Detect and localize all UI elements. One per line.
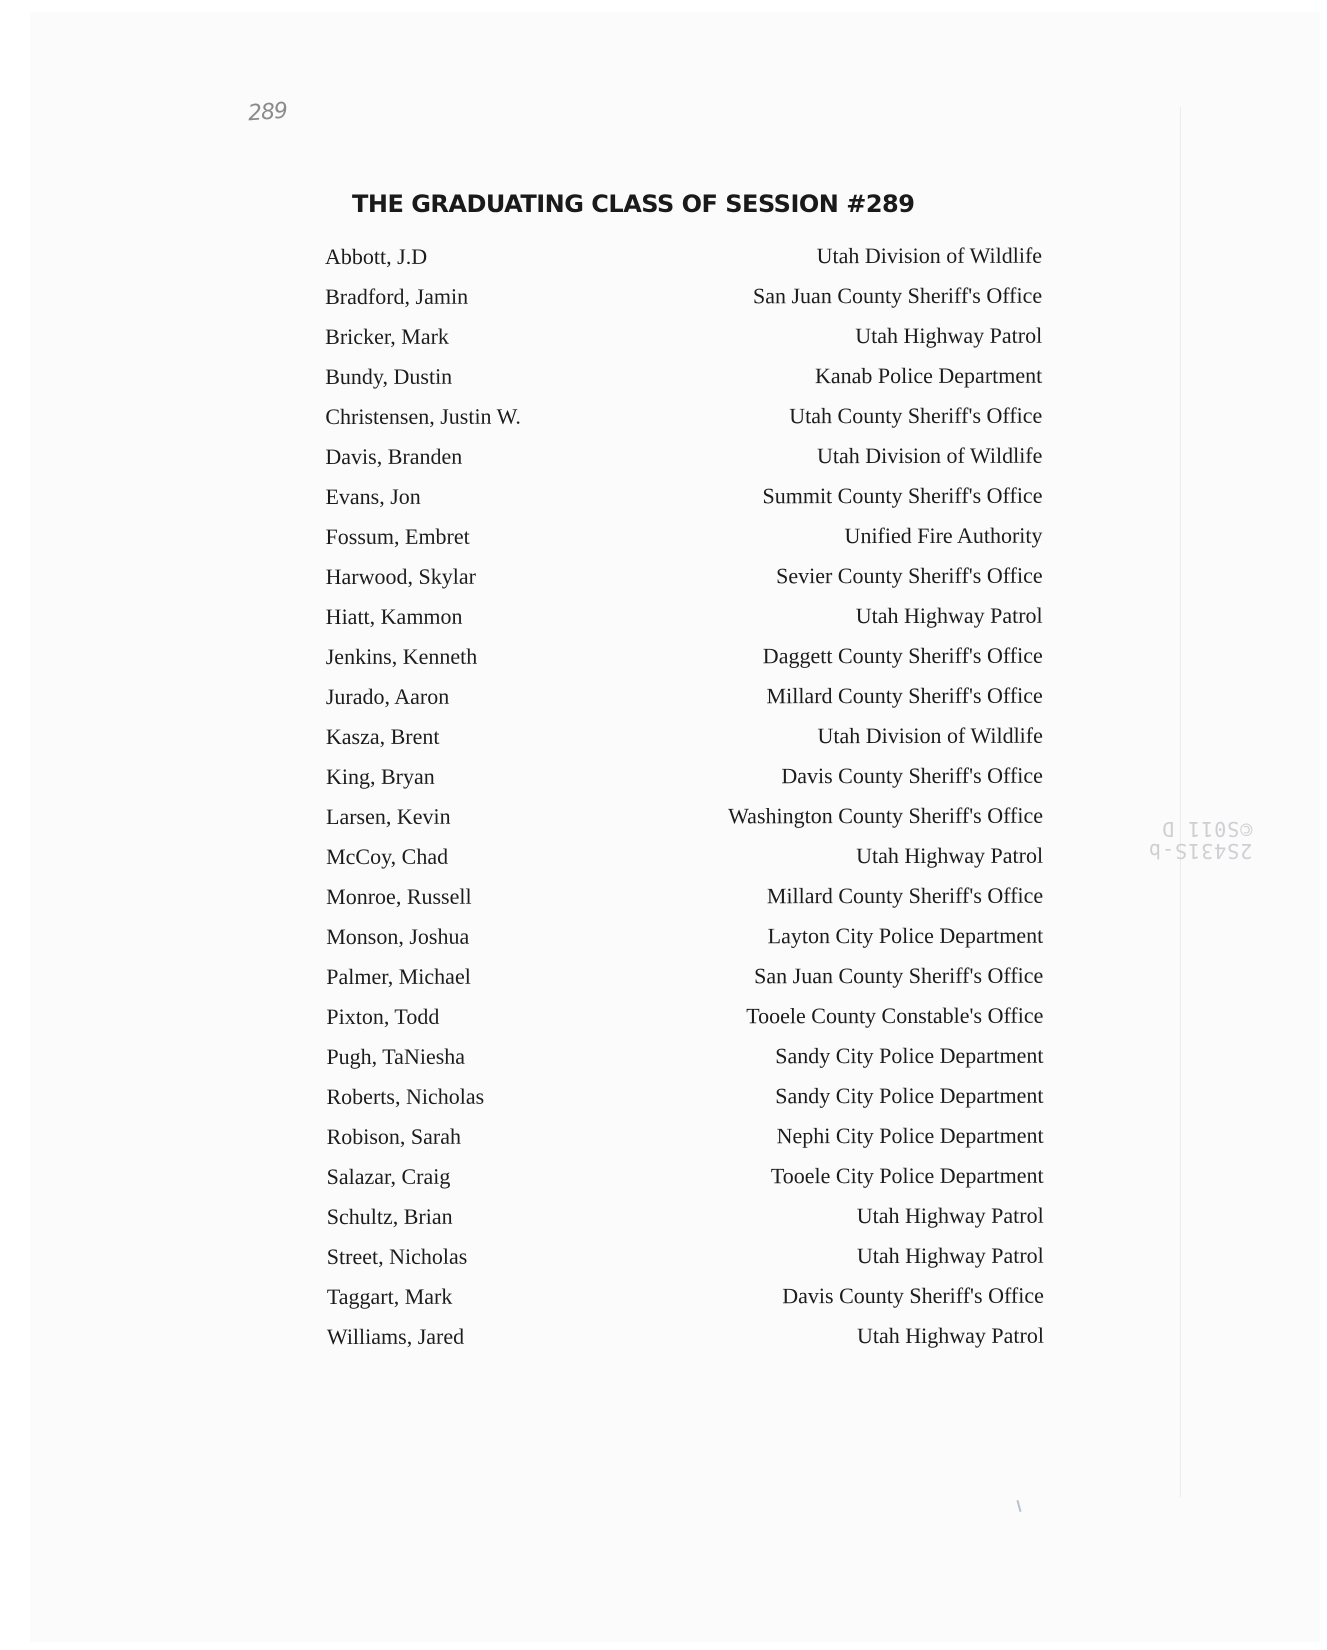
graduate-name: Fossum, Embret — [325, 523, 470, 549]
margin-stamp-line-2: ©S011 D — [1161, 817, 1253, 841]
graduate-agency: Utah County Sheriff's Office — [789, 402, 1043, 429]
roster-row — [326, 876, 1043, 917]
graduate-name: Monroe, Russell — [326, 883, 472, 909]
graduate-name: King, Bryan — [325, 763, 435, 789]
graduate-name: Salazar, Craig — [326, 1163, 451, 1189]
graduate-agency: Nephi City Police Department — [776, 1122, 1044, 1149]
graduate-name: Schultz, Brian — [326, 1203, 453, 1229]
graduate-agency: Millard County Sheriff's Office — [766, 682, 1043, 709]
roster-row — [326, 996, 1043, 1037]
graduate-agency: Davis County Sheriff's Office — [782, 1282, 1044, 1309]
roster-row — [325, 276, 1042, 317]
graduate-name: Roberts, Nicholas — [326, 1083, 485, 1109]
graduate-agency: Utah Highway Patrol — [856, 842, 1044, 869]
roster-row — [325, 436, 1042, 477]
graduate-agency: Washington County Sheriff's Office — [728, 802, 1044, 829]
graduate-name: Larsen, Kevin — [325, 803, 451, 829]
graduate-agency: Kanab Police Department — [814, 362, 1043, 389]
roster-row — [326, 556, 1043, 597]
graduate-name: Palmer, Michael — [326, 963, 471, 989]
graduate-name: Bricker, Mark — [325, 323, 449, 349]
margin-stamp-line-1: 2S431S-b — [1148, 839, 1253, 863]
graduate-name: Pixton, Todd — [326, 1003, 440, 1029]
graduate-name: Jurado, Aaron — [325, 683, 450, 709]
graduate-roster — [325, 236, 1044, 1357]
graduate-name: Street, Nicholas — [326, 1243, 468, 1269]
graduate-agency: Tooele County Constable's Office — [746, 1002, 1044, 1029]
roster-row — [327, 1196, 1044, 1237]
graduate-name: Bradford, Jamin — [325, 283, 469, 309]
graduate-name: Harwood, Skylar — [325, 563, 476, 589]
roster-row — [327, 1276, 1044, 1317]
roster-row — [325, 476, 1042, 517]
graduate-name: Abbott, J.D — [325, 243, 428, 269]
roster-row — [326, 1076, 1043, 1117]
graduate-agency: Daggett County Sheriff's Office — [762, 642, 1043, 669]
graduate-name: Jenkins, Kenneth — [325, 643, 478, 669]
roster-row — [327, 1116, 1044, 1157]
roster-row — [326, 916, 1043, 957]
margin-stamp — [1148, 818, 1252, 862]
graduate-name: Kasza, Brent — [325, 723, 440, 749]
roster-row — [326, 636, 1043, 677]
graduate-agency: Utah Highway Patrol — [855, 322, 1043, 349]
roster-row — [326, 956, 1043, 997]
roster-row — [325, 516, 1042, 557]
scan-margin-line — [1180, 107, 1181, 1497]
graduate-name: Williams, Jared — [326, 1323, 465, 1349]
graduate-agency: San Juan County Sheriff's Office — [754, 962, 1044, 989]
graduate-agency: Layton City Police Department — [767, 922, 1044, 949]
graduate-name: Hiatt, Kammon — [325, 603, 463, 629]
roster-row — [327, 1156, 1044, 1197]
roster-row — [326, 836, 1043, 877]
graduate-agency: Utah Division of Wildlife — [817, 722, 1043, 749]
roster-row — [326, 796, 1043, 837]
graduate-agency: Utah Highway Patrol — [855, 602, 1043, 629]
roster-row — [326, 596, 1043, 637]
graduate-name: McCoy, Chad — [326, 843, 449, 869]
handwritten-page-number: 289 — [247, 98, 288, 127]
graduate-agency: Davis County Sheriff's Office — [781, 762, 1043, 789]
graduate-agency: Utah Highway Patrol — [856, 1242, 1044, 1269]
graduate-name: Taggart, Mark — [326, 1283, 453, 1309]
page-title: THE GRADUATING CLASS OF SESSION #289 — [352, 190, 915, 218]
graduate-agency: Utah Division of Wildlife — [816, 242, 1043, 269]
graduate-name: Davis, Branden — [325, 443, 463, 469]
graduate-agency: Sevier County Sheriff's Office — [776, 562, 1043, 589]
graduate-name: Robison, Sarah — [326, 1123, 462, 1149]
graduate-name: Pugh, TaNiesha — [326, 1043, 466, 1069]
roster-row — [326, 676, 1043, 717]
graduate-agency: Sandy City Police Department — [775, 1042, 1044, 1069]
roster-row — [326, 716, 1043, 757]
graduate-name: Evans, Jon — [325, 483, 421, 509]
graduate-agency: Tooele City Police Department — [770, 1162, 1044, 1189]
roster-row — [325, 316, 1042, 357]
graduate-name: Christensen, Justin W. — [325, 403, 521, 429]
graduate-agency: Utah Division of Wildlife — [816, 442, 1043, 469]
graduate-agency: Utah Highway Patrol — [856, 1322, 1044, 1349]
roster-row — [325, 236, 1042, 277]
roster-row — [327, 1236, 1044, 1277]
graduate-name: Bundy, Dustin — [325, 363, 453, 389]
roster-row — [327, 1316, 1044, 1357]
roster-row — [325, 356, 1042, 397]
graduate-agency: Sandy City Police Department — [775, 1082, 1044, 1109]
graduate-agency: San Juan County Sheriff's Office — [752, 282, 1043, 309]
graduate-agency: Unified Fire Authority — [844, 522, 1043, 549]
graduate-name: Monson, Joshua — [326, 923, 470, 949]
roster-row — [326, 1036, 1043, 1077]
roster-row — [325, 396, 1042, 437]
graduate-agency: Summit County Sheriff's Office — [762, 482, 1043, 509]
graduate-agency: Utah Highway Patrol — [856, 1202, 1044, 1229]
graduate-agency: Millard County Sheriff's Office — [766, 882, 1044, 909]
roster-row — [326, 756, 1043, 797]
